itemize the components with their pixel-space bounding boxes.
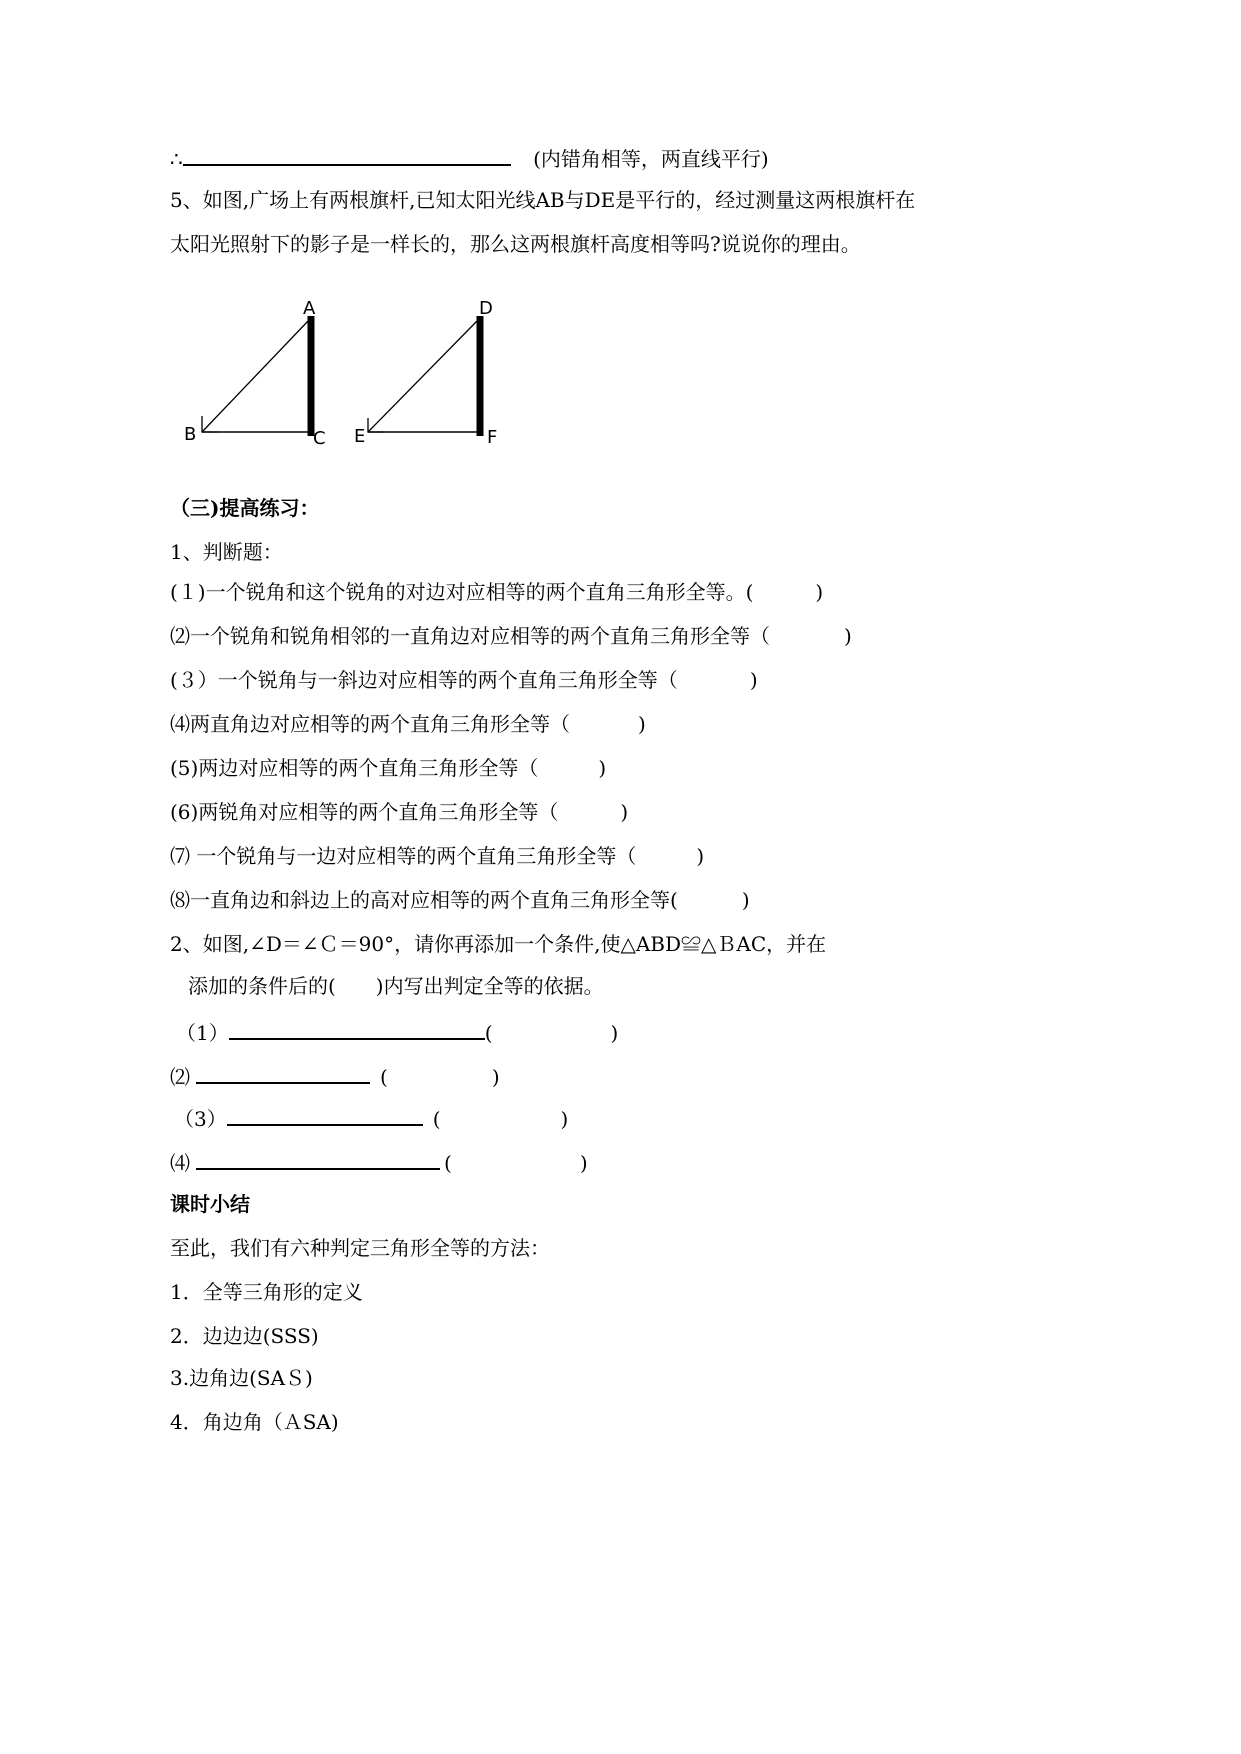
method-item: 3.边角边(SAＳ) [170, 1366, 313, 1390]
q2-item-label: （1） [176, 1021, 229, 1045]
judge-item [170, 842, 704, 870]
q2-item-close: ) [560, 1107, 569, 1131]
judge-item-text: ⑷两直角边对应相等的两个直角三角形全等（ [170, 712, 570, 736]
q2-answer-blank[interactable] [229, 1016, 485, 1040]
q2-item-open: ( [432, 1107, 441, 1131]
section-title: （三)提高练习： [170, 496, 320, 520]
judge-item-close: ) [815, 580, 824, 604]
judge-item [170, 886, 750, 914]
method-item: 4．角边角（ＡSA) [170, 1410, 339, 1434]
judge-item-close: ) [844, 624, 852, 648]
q2-line1: 2、如图,∠D＝∠Ｃ＝90°，请你再添加一个条件,使△ABD≌△ＢAC，并在 [170, 932, 827, 956]
label-b: B [184, 424, 197, 445]
judge-item-text: (１)一个锐角和这个锐角的对边对应相等的两个直角三角形全等。( [170, 580, 754, 604]
q5-line1: 5、如图,广场上有两根旗杆,已知太阳光线AB与DE是平行的，经过测量这两根旗杆在 [170, 188, 916, 212]
label-e: E [354, 426, 366, 447]
judge-item-text: ⑵一个锐角和锐角相邻的一直角边对应相等的两个直角三角形全等（ [170, 624, 770, 648]
q2-answer-row [174, 1102, 568, 1133]
judge-item-close: ) [696, 844, 705, 868]
sunray-ab [202, 320, 309, 432]
method-item: 2．边边边(SSS) [170, 1324, 319, 1348]
q2-item-label: ⑷ [170, 1151, 190, 1175]
judge-item [170, 754, 606, 782]
judge-item [170, 666, 758, 694]
q2-item-open: ( [484, 1021, 493, 1045]
judge-item-close: ) [741, 888, 750, 912]
judge-item [170, 798, 628, 826]
judge-item [170, 622, 852, 650]
judge-item-text: (5)两边对应相等的两个直角三角形全等（ [170, 756, 539, 780]
summary-title: 课时小结 [170, 1192, 250, 1216]
label-a: A [303, 298, 316, 319]
judge-item-close: ) [749, 668, 758, 692]
therefore-symbol: ∴ [170, 147, 183, 171]
q2-item-close: ) [610, 1021, 619, 1045]
q2-item-open: ( [380, 1065, 388, 1089]
q2-answer-row [170, 1060, 500, 1091]
judge-item-text: (３）一个锐角与一斜边对应相等的两个直角三角形全等（ [170, 668, 678, 692]
answer-blank[interactable] [183, 142, 511, 166]
flagpole-figure [184, 298, 530, 460]
judge-item-close: ) [598, 756, 607, 780]
q2-answer-blank[interactable] [196, 1146, 440, 1170]
q5-line2: 太阳光照射下的影子是一样长的，那么这两根旗杆高度相等吗?说说你的理由。 [170, 232, 861, 256]
judge-item [170, 578, 823, 606]
therefore-line [170, 142, 769, 173]
summary-intro: 至此，我们有六种判定三角形全等的方法： [170, 1236, 550, 1260]
judge-item-close: ) [638, 712, 646, 736]
label-f: F [487, 427, 498, 448]
q2-item-label: ⑵ [170, 1065, 190, 1089]
label-d: D [479, 298, 493, 319]
q2-answer-blank[interactable] [196, 1060, 370, 1084]
judge-title: 1、判断题： [170, 540, 283, 564]
sunray-de [368, 320, 478, 432]
judge-item-text: ⑺ 一个锐角与一边对应相等的两个直角三角形全等（ [170, 844, 637, 868]
label-c: C [313, 428, 326, 449]
judge-item-text: ⑻一直角边和斜边上的高对应相等的两个直角三角形全等( [170, 888, 678, 912]
q2-item-close: ) [579, 1151, 588, 1175]
reason-text: (内错角相等，两直线平行) [533, 147, 769, 171]
method-item: 1．全等三角形的定义 [170, 1280, 363, 1304]
q2-item-open: ( [444, 1151, 452, 1175]
q2-item-close: ) [491, 1065, 500, 1089]
judge-item [170, 710, 646, 738]
judge-item-text: (6)两锐角对应相等的两个直角三角形全等（ [170, 800, 559, 824]
q2-answer-blank[interactable] [227, 1102, 423, 1126]
judge-item-close: ) [620, 800, 629, 824]
q2-answer-row [170, 1146, 588, 1177]
q2-line2: 添加的条件后的( )内写出判定全等的依据。 [188, 974, 604, 998]
q2-item-label: （3） [174, 1107, 227, 1131]
q2-answer-row [176, 1016, 618, 1047]
